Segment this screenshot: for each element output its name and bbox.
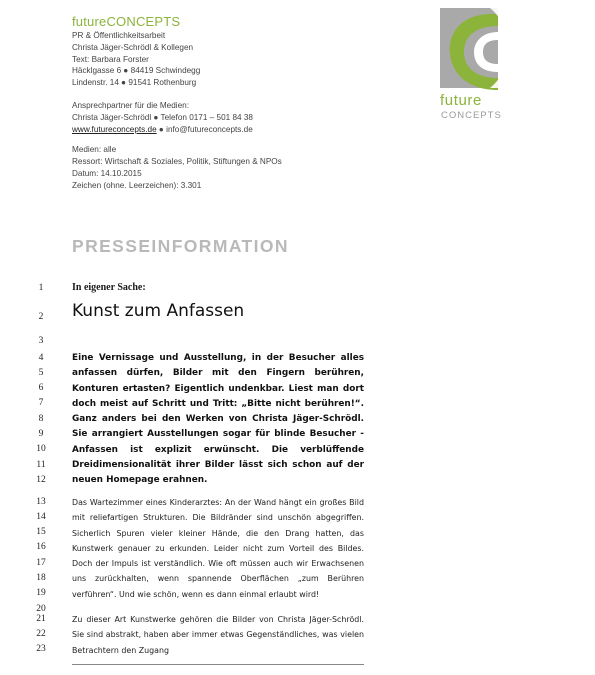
- line-number: 7: [38, 398, 44, 408]
- contact-line: Christa Jäger-Schrödl ● Telefon 0171 – 501 84 38: [72, 112, 253, 122]
- line-number: 1: [38, 283, 44, 293]
- kicker-line: In eigener Sache:: [72, 282, 146, 293]
- line-number: 5: [38, 368, 44, 378]
- web-email-line: [72, 124, 372, 136]
- article-title: Kunst zum Anfassen: [72, 301, 245, 321]
- website-link[interactable]: www.futureconcepts.de: [72, 124, 157, 134]
- letterhead: [72, 14, 372, 192]
- line-number: 17: [36, 558, 46, 568]
- line-number: 14: [36, 512, 46, 522]
- line-number: 13: [36, 497, 46, 507]
- owner-line: Christa Jäger-Schrödl & Kollegen: [72, 42, 194, 52]
- line-number: 12: [36, 475, 46, 485]
- line-number: 8: [38, 414, 44, 424]
- body-paragraph-1: Das Wartezimmer eines Kinderarztes: An der Wand hängt ein großes Bild mit reliefartigen Strukturen. Die Bildränder sind unschön abgegriffen. Sicherlich Spuren vieler kleiner Hände, die den Drang hatten, das Kunstwerk genauer zu erkunden. Leider nicht zum Vorteil des Bildes. Doch der Impuls ist verständlich. Wie oft müssen auch wir Erwachsenen uns zurückhalten, wenn spannende Oberflächen „zum Berühren verführen“. Und wie schön, wenn es dann einmal erlaubt wird!: [72, 498, 364, 599]
- line-number: 4: [38, 353, 44, 363]
- contact-heading: Ansprechpartner für die Medien:: [72, 100, 189, 110]
- line-number: 9: [38, 429, 44, 439]
- line-number: 10: [36, 444, 46, 454]
- address-line-2: Lindenstr. 14 ● 91541 Rothenburg: [72, 78, 197, 88]
- body-paragraph-2: Zu dieser Art Kunstwerke gehören die Bilder von Christa Jäger-Schrödl. Sie sind abstrakt, haben aber immer etwas Gegenständliches, was vielen Betrachtern den Zugang: [72, 615, 364, 655]
- line-number: 23: [36, 644, 46, 654]
- line-number: 22: [36, 629, 46, 639]
- ressort-line: Ressort: Wirtschaft & Soziales, Politik, Stiftungen & NPOs: [72, 157, 282, 167]
- line-number: 19: [36, 588, 46, 598]
- footer-divider: [72, 664, 364, 665]
- line-number: 21: [36, 614, 46, 624]
- address-line-1: Häcklgasse 6 ● 84419 Schwindegg: [72, 66, 201, 76]
- email-text[interactable]: ● info@futureconcepts.de: [156, 124, 253, 134]
- line-number: 15: [36, 527, 46, 537]
- line-number: 6: [38, 383, 44, 393]
- line-number: 20: [36, 604, 46, 614]
- line-number: 3: [38, 336, 44, 346]
- lead-paragraph: Eine Vernissage und Ausstellung, in der Besucher alles anfassen dürfen, Bilder mit den Fingern berühren, Konturen ertasten? Eigentlich undenkbar. Liest man dort doch meist auf Schritt und Tritt: „Bitte nicht berühren!“. Ganz anders bei den Werken von Christa Jäger-Schrödl. Sie arrangiert Ausstellungen sogar für blinde Besucher - Anfassen ist explizit erwünscht. Die verblüffende Dreidimensionalität ihrer Bilder lässt sich schon auf der neuen Homepage erahnen.: [72, 353, 364, 486]
- char-count-line: Zeichen (ohne. Leerzeichen): 3.301: [72, 180, 202, 190]
- line-number: 2: [38, 312, 44, 322]
- date-line: Datum: 14.10.2015: [72, 168, 142, 178]
- press-release-heading: PRESSEINFORMATION: [72, 236, 289, 256]
- line-number: 11: [36, 460, 46, 470]
- brand-name: [72, 14, 372, 30]
- media-line: Medien: alle: [72, 145, 117, 155]
- logo-text-concepts: CONCEPTS: [441, 110, 502, 121]
- line-number: 16: [36, 542, 46, 552]
- line-number: 18: [36, 573, 46, 583]
- agency-line: PR & Öffentlichkeitsarbeit: [72, 31, 166, 40]
- author-line: Text: Barbara Forster: [72, 54, 149, 64]
- brand-future: future: [72, 14, 107, 29]
- brand-concepts: CONCEPTS: [106, 14, 181, 29]
- logo-text-future: future: [440, 92, 482, 109]
